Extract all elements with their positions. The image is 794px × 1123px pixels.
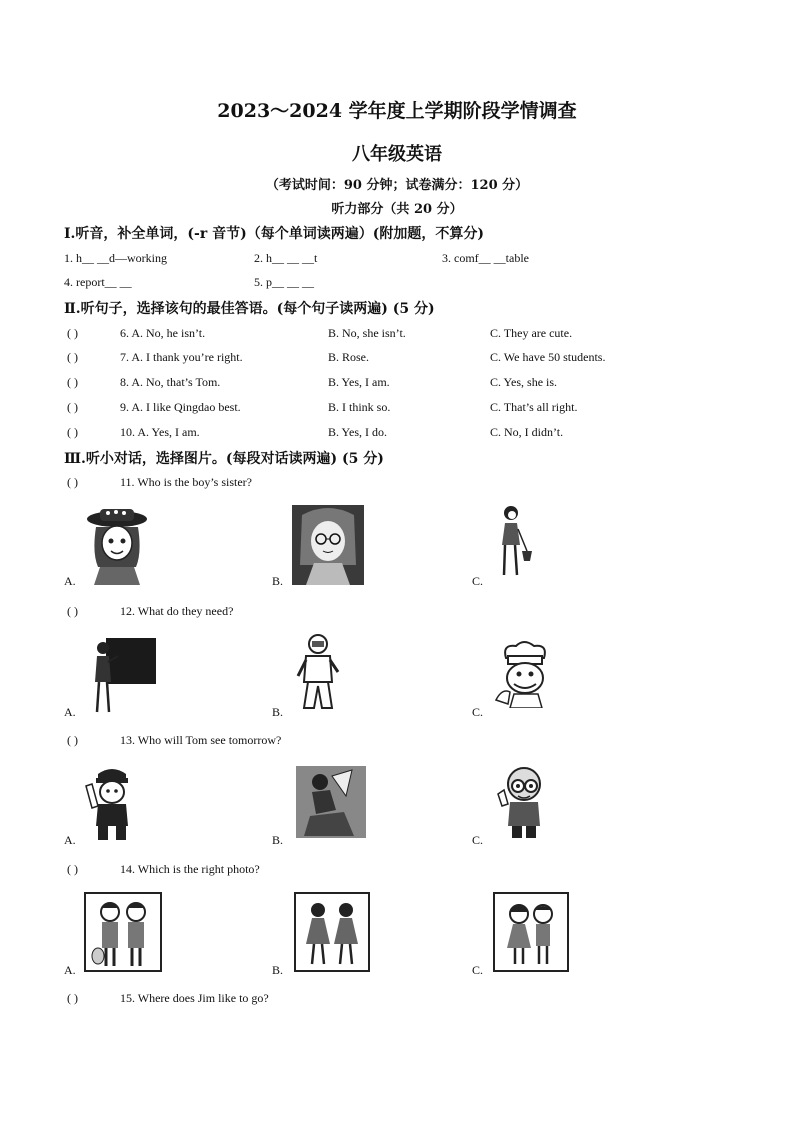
q13-dancer-image	[296, 766, 366, 838]
answer-blank[interactable]: ( )	[67, 375, 78, 389]
q6-option-b: B. No, she isn’t.	[328, 326, 406, 340]
exam-title: 2023～2024 学年度上学期阶段学情调查	[217, 100, 577, 122]
q12-option-b-label[interactable]: B.	[272, 705, 284, 719]
q14-option-b-label[interactable]: B.	[272, 963, 284, 977]
q11-option-b-label[interactable]: B.	[272, 574, 284, 588]
q9-option-b: B. I think so.	[328, 400, 391, 414]
q10-option-b: B. Yes, I do.	[328, 425, 388, 439]
q14-photo-two-boys-image	[84, 892, 162, 972]
q13-option-c-label[interactable]: C.	[472, 833, 484, 847]
q12-option-a-label[interactable]: A.	[64, 705, 76, 719]
q13-option-a-label[interactable]: A.	[64, 833, 76, 847]
q11-option-a-label[interactable]: A.	[64, 574, 76, 588]
q11-girl-broom-image	[494, 503, 534, 585]
section1-heading: Ⅰ.听音，补全单词，(-r 音节)（每个单词读两遍）(附加题，不算分)	[64, 226, 484, 242]
fill-item-1: 1. h__ __d—working	[64, 251, 167, 265]
section2-heading: Ⅱ.听句子，选择该句的最佳答语。(每个句子读两遍) (5 分)	[64, 301, 435, 317]
q7-option-c: C. We have 50 students.	[490, 350, 606, 364]
q13-pilot-image	[494, 764, 552, 840]
q9-option-c: C. That’s all right.	[490, 400, 578, 414]
answer-blank[interactable]: ( )	[67, 425, 78, 439]
q13-text: 13. Who will Tom see tomorrow?	[120, 733, 282, 747]
fill-item-5: 5. p__ __ __	[254, 275, 314, 289]
q8-option-a: 8. A. No, that’s Tom.	[120, 375, 221, 389]
q8-option-c: C. Yes, she is.	[490, 375, 558, 389]
q14-option-a-label[interactable]: A.	[64, 963, 76, 977]
fill-item-4: 4. report__ __	[64, 275, 132, 289]
q11-option-c-label[interactable]: C.	[472, 574, 484, 588]
answer-blank[interactable]: ( )	[67, 326, 78, 340]
answer-blank[interactable]: ( )	[67, 862, 78, 876]
section3-heading: Ⅲ.听小对话，选择图片。(每段对话读两遍) (5 分)	[64, 451, 384, 467]
q12-option-c-label[interactable]: C.	[472, 705, 484, 719]
q13-option-b-label[interactable]: B.	[272, 833, 284, 847]
q10-option-a: 10. A. Yes, I am.	[120, 425, 200, 439]
q15-text: 15. Where does Jim like to go?	[120, 991, 269, 1005]
listening-part-title: 听力部分（共 20 分）	[331, 202, 463, 217]
fill-item-2: 2. h__ __ __t	[254, 251, 318, 265]
exam-subtitle: 八年级英语	[352, 144, 442, 165]
q6-option-a: 6. A. No, he isn’t.	[120, 326, 206, 340]
fill-item-3: 3. comf__ __table	[442, 251, 529, 265]
q12-astronaut-image	[294, 632, 342, 714]
answer-blank[interactable]: ( )	[67, 400, 78, 414]
q12-text: 12. What do they need?	[120, 604, 234, 618]
answer-blank[interactable]: ( )	[67, 733, 78, 747]
q7-option-a: 7. A. I thank you’re right.	[120, 350, 243, 364]
q12-teacher-blackboard-image	[88, 636, 158, 714]
q13-policeman-image	[82, 764, 142, 842]
q12-chef-image	[492, 640, 560, 708]
q9-option-a: 9. A. I like Qingdao best.	[120, 400, 241, 414]
q11-text: 11. Who is the boy’s sister?	[120, 475, 252, 489]
q11-girl-glasses-image	[292, 505, 364, 585]
q6-option-c: C. They are cute.	[490, 326, 573, 340]
answer-blank[interactable]: ( )	[67, 991, 78, 1005]
q10-option-c: C. No, I didn’t.	[490, 425, 564, 439]
answer-blank[interactable]: ( )	[67, 604, 78, 618]
q8-option-b: B. Yes, I am.	[328, 375, 390, 389]
q14-photo-girl-boy-image	[493, 892, 569, 972]
q14-photo-two-girls-dresses-image	[294, 892, 370, 972]
q14-text: 14. Which is the right photo?	[120, 862, 260, 876]
answer-blank[interactable]: ( )	[67, 350, 78, 364]
q11-girl-hat-image	[84, 505, 150, 585]
exam-info: （考试时间：90 分钟；试卷满分：120 分）	[265, 178, 529, 193]
q14-option-c-label[interactable]: C.	[472, 963, 484, 977]
answer-blank[interactable]: ( )	[67, 475, 78, 489]
q7-option-b: B. Rose.	[328, 350, 370, 364]
